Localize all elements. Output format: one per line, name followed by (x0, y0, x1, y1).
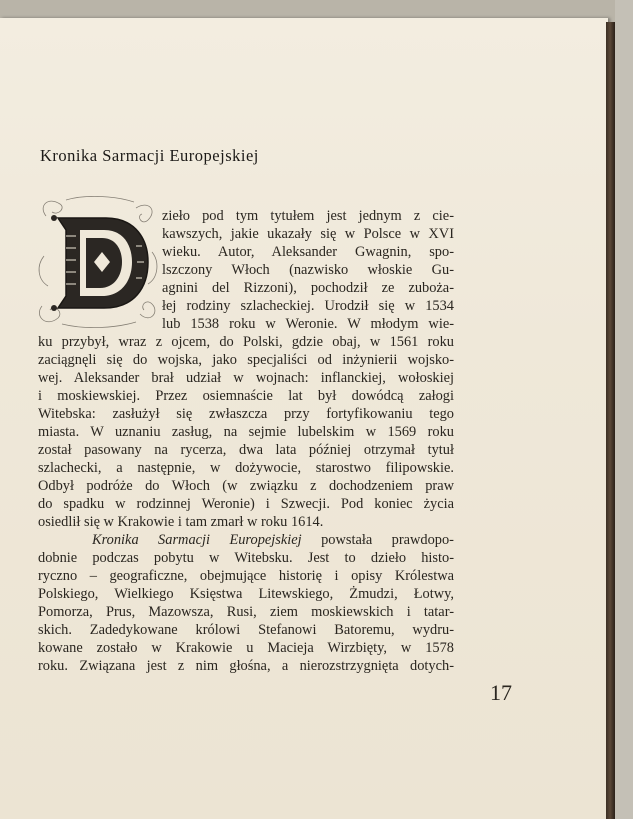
background-surface (615, 0, 633, 819)
text-line: ryczno – geograficzne, obejmujące historię i opisy Królestwa (38, 568, 454, 584)
page-number: 17 (490, 680, 512, 705)
text-line: łej rodziny szlacheckiej. Urodził się w 1534 (162, 298, 454, 314)
ornamental-initial-d (36, 196, 160, 328)
text-line: do spadku w rodzinnej Weronie) i Szwecji. Pod koniec życia (38, 496, 454, 512)
book-page-edge (606, 22, 615, 819)
text-line: i moskiewskiej. Przez osiemnaście lat był dowódcą załogi (38, 388, 454, 404)
book-title-italic: Kronika Sarmacji Europejskiej (92, 532, 302, 548)
text-line: wej. Aleksander brał udział w wojnach: inflanckiej, wołoskiej (38, 370, 454, 386)
text-line: roku. Związana jest z nim głośna, a nierozstrzygnięta dotych- (38, 658, 454, 674)
text-line: miasta. W uznaniu zasług, na sejmie lubelskim w 1569 roku (38, 424, 454, 440)
text-line: lszczony Włoch (nazwisko włoskie Gu- (162, 262, 454, 278)
text-line: zaciągnęli się do wojska, jako specjaliści od inżynierii wojsko- (38, 352, 454, 368)
text-line: agnini del Rizzoni), pochodził ze zuboża- (162, 280, 454, 296)
text-line: skich. Zadedykowane królowi Stefanowi Batoremu, wydru- (38, 622, 454, 638)
text-line: osiedlił się w Krakowie i tam zmarł w roku 1614. (38, 514, 324, 530)
text-span: powstała prawdopo- (301, 532, 454, 548)
text-line: dobnie podczas pobytu w Witebsku. Jest to dzieło histo- (38, 550, 454, 566)
text-line: Odbył podróże do Włoch (w związku z dochodzeniem praw (38, 478, 454, 494)
text-line: został pasowany na rycerza, dwa lata później otrzymał tytuł (38, 442, 454, 458)
text-line: Witebska: zasłużył się zwłaszcza przy fortyfikowaniu tego (38, 406, 454, 422)
text-line: szlachecki, a następnie, w dożywocie, starostwo filipowskie. (38, 460, 454, 476)
text-line: zieło pod tym tytułem jest jednym z cie- (162, 208, 454, 224)
chapter-heading: Kronika Sarmacji Europejskiej (40, 146, 259, 165)
text-line: kowane zostało w Krakowie u Macieja Wirzbięty, w 1578 (38, 640, 454, 656)
text-line (92, 531, 454, 549)
text-line: Polskiego, Wielkiego Księstwa Litewskiego, Żmudzi, Łotwy, (38, 586, 454, 602)
text-line: Pomorza, Prus, Mazowsza, Rusi, ziem moskiewskich i tatar- (38, 604, 454, 620)
text-line: kawszych, jakie ukazały się w Polsce w XVI (162, 226, 454, 242)
text-line: ku przybył, wraz z ojcem, do Polski, gdzie obaj, w 1561 roku (38, 334, 454, 350)
text-line: lub 1538 roku w Weronie. W młodym wie- (162, 316, 454, 332)
text-line: wieku. Autor, Aleksander Gwagnin, spo- (162, 244, 454, 260)
